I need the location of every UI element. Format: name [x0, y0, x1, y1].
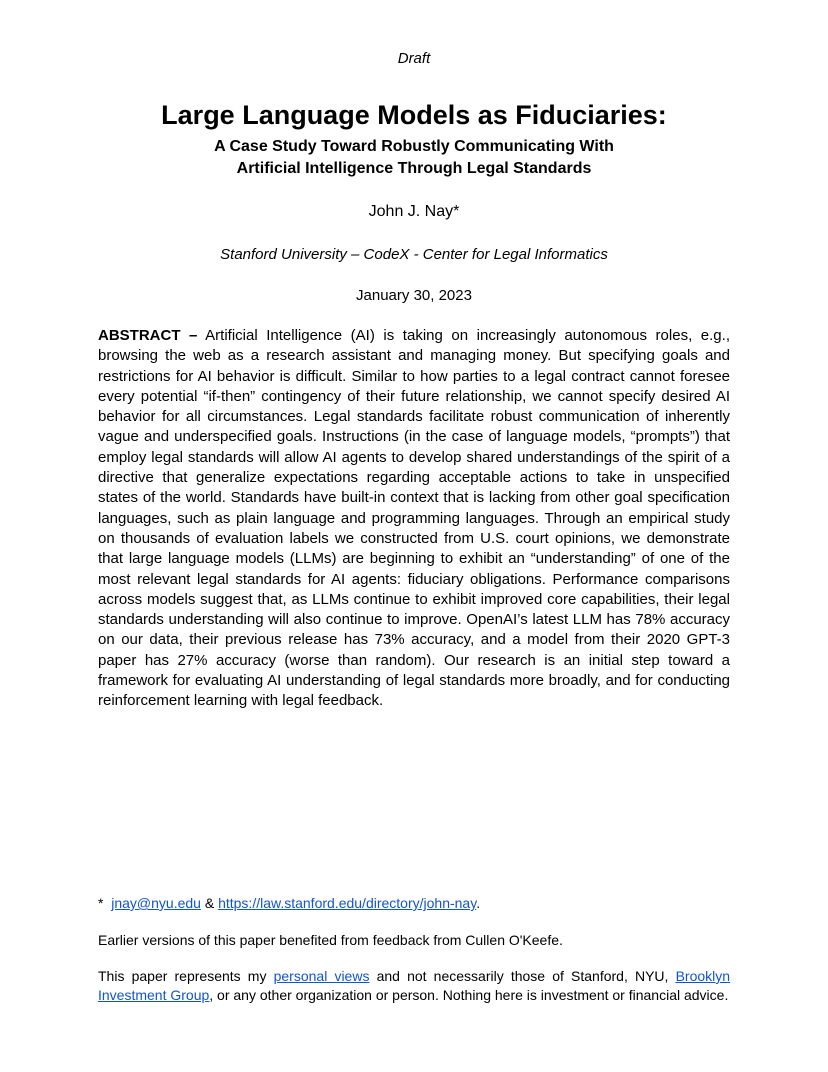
author-footnote — [98, 894, 730, 913]
subtitle-line-1: A Case Study Toward Robustly Communicating With — [214, 138, 614, 155]
profile-url-link[interactable]: https://law.stanford.edu/directory/john-nay — [218, 895, 477, 911]
draft-label: Draft — [397, 50, 431, 67]
abstract-text: Artificial Intelligence (AI) is taking on increasingly autonomous roles, e.g., browsing the web as a research assistant and managing money. But specifying goals and restrictions for AI behavior is difficult. Similar to how parties to a legal contract cannot foresee every potential “if-then” contingency of their future relationship, we cannot specify desired AI behavior for all circumstances. Legal standards facilitate robust communication of inherently vague and underspecified goals. Instructions (in the case of language models, “prompts”) that employ legal standards will allow AI agents to develop shared understandings of the spirit of a directive that generalize expectations regarding acceptable actions to take in unspecified states of the world. Standards have built-in context that is lacking from other goal specification languages, such as plain language and programming languages. Through an empirical study on thousands of evaluation labels we constructed from U.S. court opinions, we demonstrate that large language models (LLMs) are beginning to exhibit an “understanding” of one of the most relevant legal standards for AI agents: fiduciary obligations. Performance comparisons across models suggest that, as LLMs continue to exhibit improved core capabilities, their legal standards understanding will also continue to improve. OpenAI’s latest LLM has 78% accuracy on our data, their previous release has 73% accuracy, and a model from their 2020 GPT-3 paper has 27% accuracy (worse than random). Our research is an initial step toward a framework for evaluating AI understanding of legal standards more broadly, and for conducting reinforcement learning with legal feedback. — [98, 327, 730, 710]
personal-views-link[interactable]: personal views — [273, 968, 370, 984]
disclaimer-note — [98, 967, 730, 1005]
author-name: John J. Nay* — [368, 203, 460, 220]
footnote-marker: * — [98, 895, 104, 911]
subtitle-line-2: Artificial Intelligence Through Legal Standards — [236, 160, 592, 177]
brooklyn-investment-group-link[interactable]: Brooklyn Investment Group — [98, 968, 731, 1003]
paper-title: Large Language Models as Fiduciaries: — [161, 100, 667, 130]
abstract-label: ABSTRACT – — [98, 327, 198, 344]
footnote-period: . — [476, 895, 481, 911]
disclaimer-text-3: , or any other organization or person. Nothing here is investment or financial advice. — [209, 987, 729, 1003]
abstract-paragraph — [98, 326, 730, 712]
footnote-ampersand: & — [204, 895, 215, 911]
author-affiliation: Stanford University – CodeX - Center for Legal Informatics — [220, 246, 608, 263]
disclaimer-text-2: and not necessarily those of Stanford, NYU, — [376, 968, 669, 984]
paper-subtitle — [0, 136, 828, 180]
disclaimer-text-1: This paper represents my — [98, 968, 267, 984]
publication-date: January 30, 2023 — [356, 287, 472, 304]
email-link[interactable]: jnay@nyu.edu — [111, 895, 201, 911]
acknowledgement-note: Earlier versions of this paper benefited from feedback from Cullen O'Keefe. — [98, 932, 563, 948]
